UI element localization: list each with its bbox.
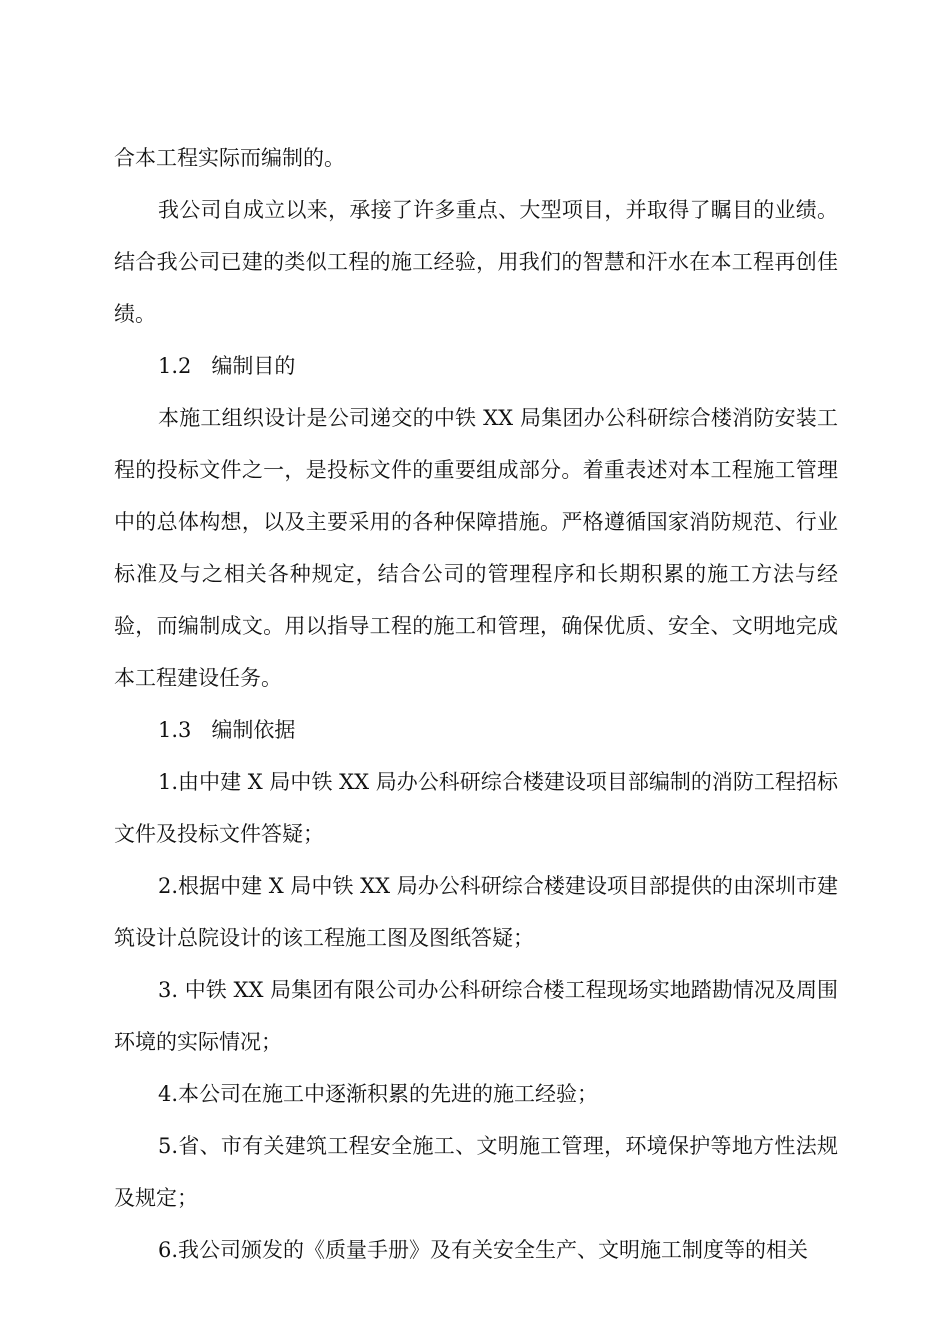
section-title: 编制目的 <box>211 354 296 378</box>
basis-item-3: 3. 中铁 XX 局集团有限公司办公科研综合楼工程现场实地踏勘情况及周围环境的实际情况； <box>114 978 838 1054</box>
section-heading-1-2 <box>114 340 838 392</box>
basis-item-2: 2.根据中建 X 局中铁 XX 局办公科研综合楼建设项目部提供的由深圳市建筑设计总院设计的该工程施工图及图纸答疑； <box>114 874 838 950</box>
section-title: 编制依据 <box>211 718 296 742</box>
section-heading-1-3 <box>114 704 838 756</box>
paragraph-company-intro: 我公司自成立以来，承接了许多重点、大型项目，并取得了瞩目的业绩。结合我公司已建的类似工程的施工经验，用我们的智慧和汗水在本工程再创佳绩。 <box>114 198 838 326</box>
paragraph-purpose: 本施工组织设计是公司递交的中铁 XX 局集团办公科研综合楼消防安装工程的投标文件之一，是投标文件的重要组成部分。着重表述对本工程施工管理中的总体构想，以及主要采用的各种保障措施。严格遵循国家消防规范、行业标准及与之相关各种规定，结合公司的管理程序和长期积累的施工方法与经验，而编制成文。用以指导工程的施工和管理，确保优质、安全、文明地完成本工程建设任务。 <box>114 406 838 690</box>
basis-item-6: 6.我公司颁发的《质量手册》及有关安全生产、文明施工制度等的相关 <box>158 1238 809 1262</box>
basis-item-5: 5.省、市有关建筑工程安全施工、文明施工管理，环境保护等地方性法规及规定； <box>114 1134 838 1210</box>
basis-item-4: 4.本公司在施工中逐渐积累的先进的施工经验； <box>158 1082 599 1106</box>
document-body <box>114 132 838 1276</box>
section-number: 1.2 <box>158 354 192 378</box>
paragraph-continuation: 合本工程实际而编制的。 <box>114 146 345 170</box>
basis-item-1: 1.由中建 X 局中铁 XX 局办公科研综合楼建设项目部编制的消防工程招标文件及投标文件答疑； <box>114 770 838 846</box>
section-number: 1.3 <box>158 718 192 742</box>
